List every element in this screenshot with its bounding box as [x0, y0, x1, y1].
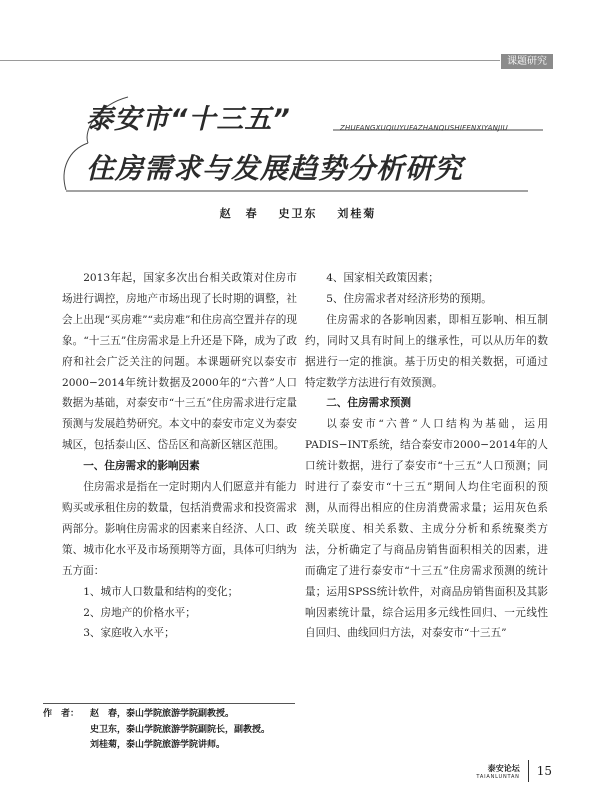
section-tag: 课题研究: [501, 54, 553, 69]
journal-name: [476, 763, 519, 780]
paragraph: 2013年起，国家多次出台相关政策对住房市场进行调控，房地产市场出现了长时期的调整，社会上出现“买房难”“卖房难”和住房高空置并存的现象。“十三五”住房需求是上升还是下降，成为了政府和社会广泛关注的问题。本课题研究以泰安市2000−2014年统计数据及2000年的“六普”人口数据为基础，对泰安市“十三五”住房需求进行定量预测与发展趋势研究。本文中的泰安市定义为泰安城区，包括泰山区、岱岳区和高新区辖区范围。: [62, 272, 297, 452]
author-name: 史卫东: [278, 207, 318, 220]
section-heading: 一、住房需求的影响因素: [83, 460, 200, 473]
author-footnote: [43, 707, 270, 754]
footnote-line: 刘桂菊，泰山学院旅游学院讲师。: [90, 740, 226, 750]
list-item: 4、国家相关政策因素；: [326, 272, 439, 284]
page-number: 15: [536, 764, 552, 778]
author-name: 赵 春: [219, 207, 259, 220]
footer-divider: [528, 760, 529, 782]
article-title: [58, 95, 548, 200]
footnote-line: 赵 春，泰山学院旅游学院副教授。: [90, 709, 235, 719]
footnote-line: 史卫东，泰山学院旅游学院副院长，副教授。: [90, 724, 271, 735]
title-pinyin: ZHUFANGXUQIUYUFAZHANQUSHIFENXIYANJIU: [340, 124, 508, 132]
list-item: 2、房地产的价格水平；: [83, 606, 196, 619]
page-footer: [476, 759, 552, 783]
body-column-left: [62, 268, 297, 644]
author-list: [0, 205, 596, 221]
title-line-2: 住房需求与发展趋势分析研究: [86, 152, 464, 185]
paragraph: 住房需求是指在一定时期内人们愿意并有能力购买或承租住房的数量，包括消费需求和投资需求两部分。影响住房需求的因素来自经济、人口、政策、城市化水平及市场预期等方面，具体可归纳为五方面：: [62, 481, 297, 577]
paragraph: 住房需求的各影响因素，即相互影响、相互制约，同时又具有时间上的继承性，可以从历年的数据进行一定的推演。基于历史的相关数据，可通过特定数学方法进行有效预测。: [305, 313, 548, 389]
list-item: 1、城市人口数量和结构的变化；: [83, 585, 239, 598]
title-line-1: 泰安市“十三五”: [86, 104, 291, 135]
list-item: 3、家庭收入水平；: [83, 627, 175, 640]
body-column-right: [305, 268, 548, 644]
paragraph: 以泰安市“六普”人口结构为基础，运用PADIS−INT系统，结合泰安市2000−2014年的人口统计数据，进行了泰安市“十三五”人口预测；同时进行了泰安市“十三五”期间人均住宅面积的预测，从而得出相应的住房消费需求量；运用灰色系统关联度、相关系数、主成分分析和系统聚类方法，分析确定了与商品房销售面积相关的因素，进而确定了进行泰安市“十三五”住房需求预测的统计量；运用SPSS统计软件，对商品房销售面积及其影响因素统计量，综合运用多元线性回归、一元线性自回归、曲线回归方法，对泰安市“十三五”: [305, 418, 548, 640]
section-heading: 二、住房需求预测: [326, 397, 411, 410]
list-item: 5、住房需求者对经济形势的预期。: [326, 292, 492, 305]
footnote-label: 作 者：: [43, 709, 80, 719]
author-name: 刘桂菊: [337, 207, 377, 220]
journal-name-cn: 泰安论坛: [487, 763, 520, 773]
journal-name-en: TAIANLUNTAN: [476, 773, 520, 780]
footnote-rule: [43, 703, 295, 704]
header-rule: [0, 60, 500, 61]
